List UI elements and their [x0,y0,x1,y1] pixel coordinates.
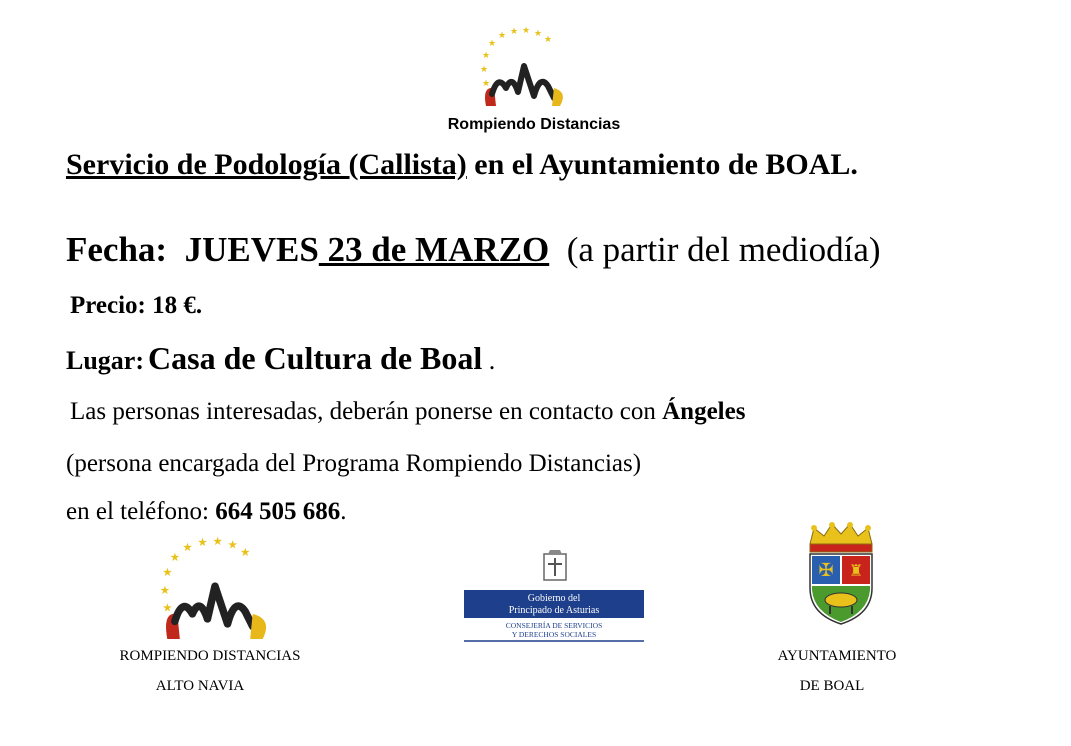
date-value: 23 de MARZO [318,230,550,269]
gov-line-4: Y DERECHOS SOCIALES [511,630,597,639]
footer-right-caption-1: AYUNTAMIENTO [777,648,897,664]
rompiendo-distancias-logo-top [474,26,574,112]
title-location: en el Ayuntamiento de BOAL. [466,148,858,181]
title-service: Servicio de Podología (Callista) [66,148,467,181]
svg-text:★: ★ [212,536,223,548]
svg-text:★: ★ [162,602,173,615]
svg-text:★: ★ [488,38,497,48]
stars-arc-icon [480,26,552,88]
svg-text:★: ★ [498,30,507,40]
price-line: Precio: 18 €. [70,292,203,319]
place-suffix: . [482,346,496,375]
contact-line-1 [70,398,745,426]
svg-text:★: ★ [544,34,553,44]
footer-left-caption-1: ROMPIENDO DISTANCIAS [119,648,301,664]
logo-caption: Rompiendo Distancias [447,116,621,133]
gobierno-asturias-logo [464,548,646,644]
place-value: Casa de Cultura de Boal [148,340,483,376]
svg-text:★: ★ [197,537,208,550]
date-day: JUEVES [184,230,319,269]
date-label: Fecha: [66,230,168,269]
svg-text:★: ★ [162,567,173,580]
svg-text:★: ★ [534,28,543,38]
gov-line-1: Gobierno del [527,593,581,604]
svg-text:★: ★ [240,547,251,560]
contact-name: Ángeles [662,398,746,425]
footer-right-caption-2: DE BOAL [799,678,865,694]
contact-line-2: (persona encargada del Programa Rompiendo Distancias) [66,450,642,477]
gov-line-3: CONSEJERÍA DE SERVICIOS [505,621,603,630]
svg-text:★: ★ [182,542,193,555]
svg-text:★: ★ [480,64,489,74]
date-note: (a partir del mediodía) [566,230,881,269]
boal-coat-of-arms-icon [804,522,878,626]
footer-left-caption-2: ALTO NAVIA [155,678,245,694]
contact-line-3 [66,498,347,526]
phone-number: 664 505 686 [215,498,341,525]
svg-text:★: ★ [510,26,519,36]
rompiendo-distancias-logo-bottom [152,536,278,644]
phone-label: en el teléfono: [66,498,216,525]
contact-text: Las personas interesadas, deberán ponerse en contacto con [70,398,663,425]
page-title [66,148,858,182]
svg-text:★: ★ [159,584,170,597]
svg-text:♜: ♜ [848,563,864,580]
place-label: Lugar: [66,346,144,375]
gov-line-2: Principado de Asturias [508,605,600,616]
svg-text:✠: ✠ [818,560,834,580]
asturias-crest-icon [544,550,566,580]
place-line [66,340,495,377]
phone-end: . [340,498,347,525]
svg-text:★: ★ [482,78,491,88]
svg-text:★: ★ [227,539,238,552]
svg-text:★: ★ [169,552,180,565]
svg-text:★: ★ [522,26,531,35]
date-line [66,230,881,270]
svg-text:★: ★ [482,50,491,60]
